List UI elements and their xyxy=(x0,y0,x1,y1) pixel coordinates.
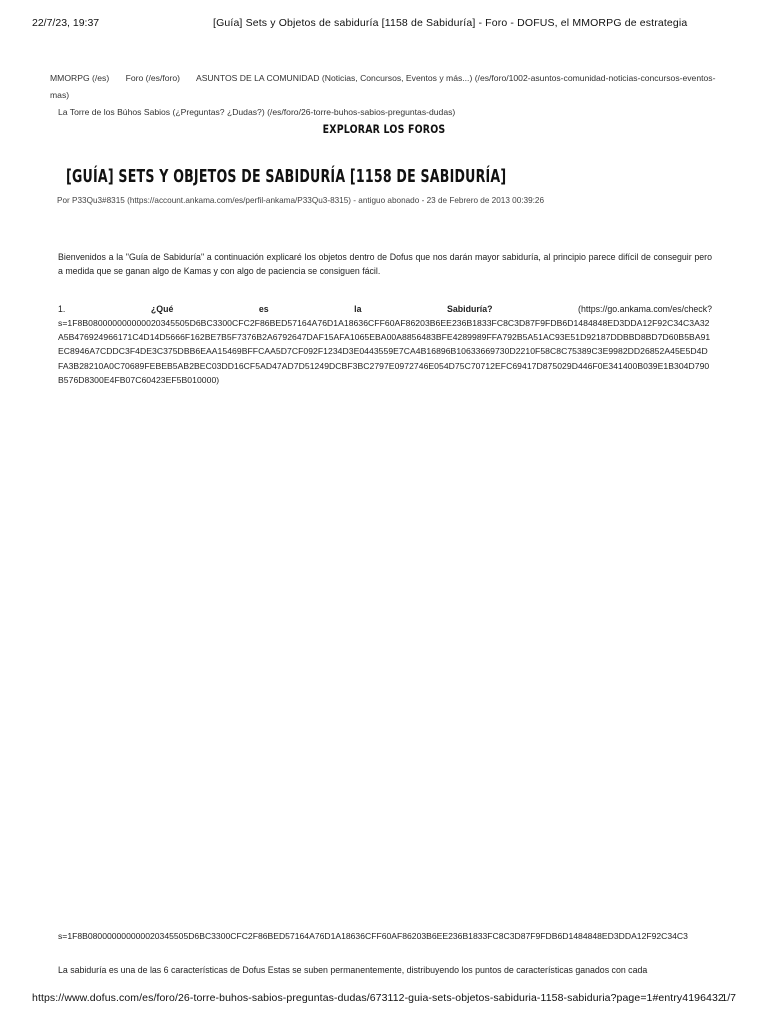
print-url: https://www.dofus.com/es/foro/26-torre-buhos-sabios-preguntas-dudas/673112-guia-sets-objetos-sabiduria-1158-sabiduria?page=1#entry4196432 xyxy=(32,992,724,1004)
question-word-4: la xyxy=(354,304,362,314)
breadcrumb xyxy=(50,70,730,121)
link-hash-bottom[interactable]: s=1F8B080000000000020345505D6BC3300CFC2F86BED57164A76D1A18636CFF60AF86203B6EE236B1833FC8C3D87F9FDB6D1484848ED3DDA12F92C34C3 xyxy=(58,931,688,941)
breadcrumb-item-torre-buhos[interactable]: La Torre de los Búhos Sabios (¿Preguntas? ¿Dudas?) (/es/foro/26-torre-buhos-sabios-preguntas-dudas) xyxy=(58,107,456,117)
question-word-1: 1. xyxy=(58,304,66,314)
print-header xyxy=(0,17,768,31)
question-word-2: ¿Qué xyxy=(150,304,174,314)
post-intro: Bienvenidos a la "Guía de Sabiduría" a continuación explicaré los objetos dentro de Dofus que nos darán mayor sabiduría, al principio parece difícil de conseguir pero a medida que se ganan algo de Kamas y con algo de paciencia se consiguen fácil. xyxy=(58,252,712,276)
page-title: [GUÍA] SETS Y OBJETOS DE SABIDURÍA [1158 DE SABIDURÍA] xyxy=(66,167,507,187)
question-heading xyxy=(58,302,712,316)
print-datetime: 22/7/23, 19:37 xyxy=(32,17,100,29)
question-word-3: es xyxy=(258,304,269,314)
page-counter: 1/7 xyxy=(721,992,736,1004)
question-link-hash[interactable]: s=1F8B080000000000020345505D6BC3300CFC2F86BED57164A76D1A18636CFF60AF86203B6EE236B1833FC8C3D87F9FDB6D1484848ED3DDA12F92C34C3A32A5B476924966171C4D14D5666F162BE7B5F7376B2A6792647DAF15AFA1065EBA00A8856483BFE4289989FFA792B5A51AC93E51D92187DDBBD8BD7D60B5BA91EC8946A7CDDC3F4DE3C375DBB6EAA15469BFFCAA5D7CF092F1234D3E0443559E7CA4B16896B10633669730D2210F58C8C75389C3E9982DD26852A45E5D4DFA3B28210A0C70689FEBEB5AB2BEC03DD16CF5AD47AD7D51249DCBF3BC2797E0972746E054D75C70712EFC69417D875029D446F0E341400B039E1B304D790B576D8300E4FB07C60423EF5B010000) xyxy=(58,318,711,385)
breadcrumb-item-foro[interactable]: Foro (/es/foro) xyxy=(125,73,181,83)
breadcrumb-item-mmorpg[interactable]: MMORPG (/es) xyxy=(50,73,110,83)
print-footer xyxy=(0,992,768,1006)
post-body xyxy=(58,250,712,387)
explore-forums-button[interactable]: EXPLORAR LOS FOROS xyxy=(322,122,446,136)
breadcrumb-item-asuntos-comunidad[interactable]: ASUNTOS DE LA COMUNIDAD (Noticias, Concursos, Eventos y más...) (/es/foro/1002-asuntos-comunidad-noticias-concursos-eventos-mas) xyxy=(50,73,716,100)
post-meta: Por P33Qu3#8315 (https://account.ankama.com/es/perfil-ankama/P33Qu3-8315) - antiguo abonado - 23 de Febrero de 2013 00:39:26 xyxy=(57,196,545,205)
post-paragraph-sabiduria: La sabiduría es una de las 6 características de Dofus Estas se suben permanentemente, distribuyendo los puntos de características ganados con cada xyxy=(58,965,648,975)
print-page-title: [Guía] Sets y Objetos de sabiduría [1158 de Sabiduría] - Foro - DOFUS, el MMORPG de estrategia xyxy=(213,17,688,29)
question-word-5: Sabiduría? xyxy=(447,304,493,314)
question-link[interactable]: (https://go.ankama.com/es/check? xyxy=(578,304,712,314)
